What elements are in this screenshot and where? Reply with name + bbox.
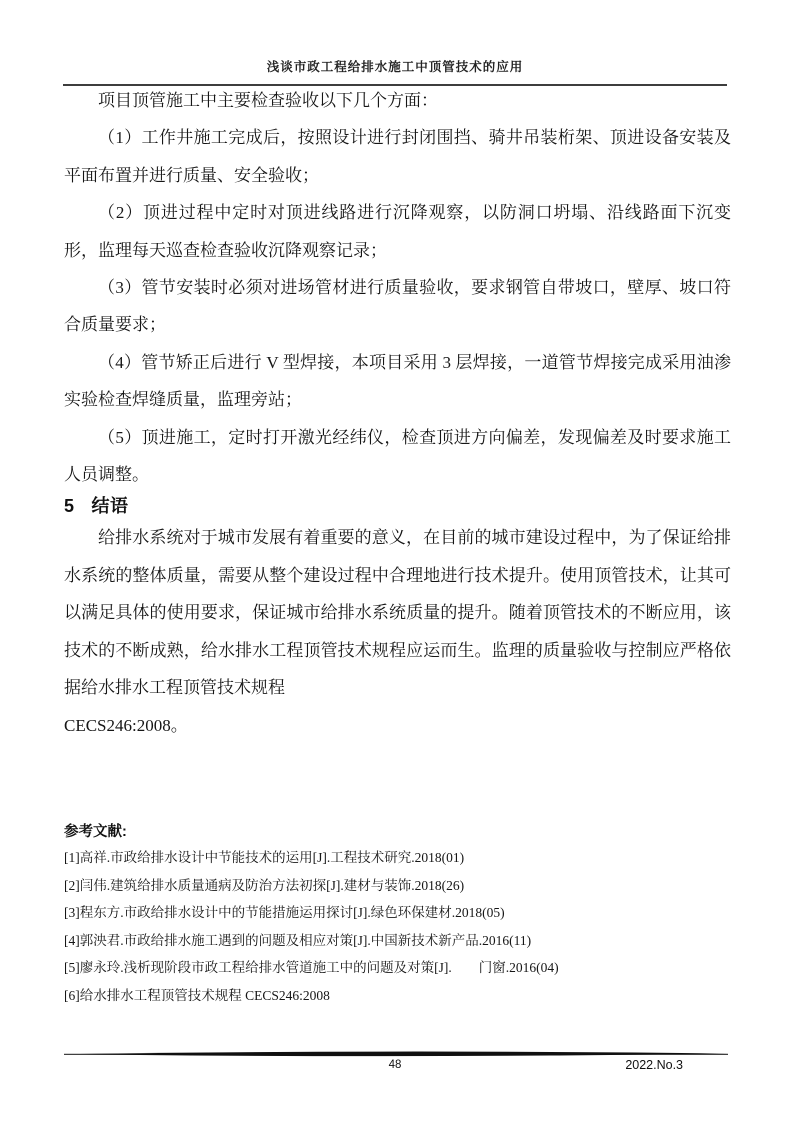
list-item-2: （2）顶进过程中定时对顶进线路进行沉降观察，以防洞口坍塌、沿线路面下沉变形，监理每天巡查检查验收沉降观察记录；	[64, 203, 731, 260]
list-item-5: （5）顶进施工，定时打开激光经纬仪，检查顶进方向偏差，发现偏差及时要求施工人员调整。	[64, 427, 731, 485]
page-number: 48	[388, 1059, 402, 1071]
section-title: 结语	[91, 496, 129, 517]
reference-item-5: [5]廖永玲.浅析现阶段市政工程给排水管道施工中的问题及对策[J]. 门窗.2016(04)	[64, 960, 559, 976]
reference-item-1: [1]高祥.市政给排水设计中节能技术的运用[J].工程技术研究.2018(01)	[64, 849, 465, 865]
conclusion-standard-code: CECS246:2008。	[64, 715, 188, 735]
section-number: 5	[64, 496, 75, 517]
reference-item-6: [6]给水排水工程顶管技术规程 CECS246:2008	[64, 987, 330, 1003]
list-item-3: （3）管节安装时必须对进场管材进行质量验收，要求钢管自带坡口，壁厚、坡口符合质量要求；	[64, 278, 731, 335]
page-content	[64, 82, 731, 1009]
reference-item-4: [4]郭泱君.市政给排水施工遇到的问题及相应对策[J].中国新技术新产品.2016(11)	[64, 932, 532, 948]
paragraph-conclusion	[64, 519, 731, 743]
paragraph-intro: 项目顶管施工中主要检查验收以下几个方面：	[98, 91, 438, 110]
section-heading	[64, 493, 731, 519]
references-heading: 参考文献:	[64, 823, 127, 840]
conclusion-text: 给排水系统对于城市发展有着重要的意义，在目前的城市建设过程中，为了保证给排水系统的整体质量，需要从整个建设过程中合理地进行技术提升。使用顶管技术，让其可以满足具体的使用要求，保证城市给排水系统质量的提升。随着顶管技术的不断应用，该技术的不断成熟，给水排水工程顶管技术规程应运而生。监理的质量验收与控制应严格依据给水排水工程顶管技术规程	[64, 528, 731, 698]
reference-item-3: [3]程东方.市政给排水设计中的节能措施运用探讨[J].绿色环保建材.2018(05)	[64, 905, 505, 921]
list-item-4: （4）管节矫正后进行 V 型焊接，本项目采用 3 层焊接，一道管节焊接完成采用油渗实验检查焊缝质量，监理旁站；	[64, 352, 731, 410]
issue-number: 2022.No.3	[625, 1058, 683, 1072]
reference-item-2: [2]闫伟.建筑给排水质量通病及防治方法初探[J].建材与装饰.2018(26)	[64, 877, 465, 893]
running-header-title: 浅谈市政工程给排水施工中顶管技术的应用	[266, 60, 524, 74]
list-item-1: （1）工作井施工完成后，按照设计进行封闭围挡、骑井吊装桁架、顶进设备安装及平面布置并进行质量、安全验收；	[64, 128, 731, 185]
footer-divider-line	[64, 1051, 728, 1058]
